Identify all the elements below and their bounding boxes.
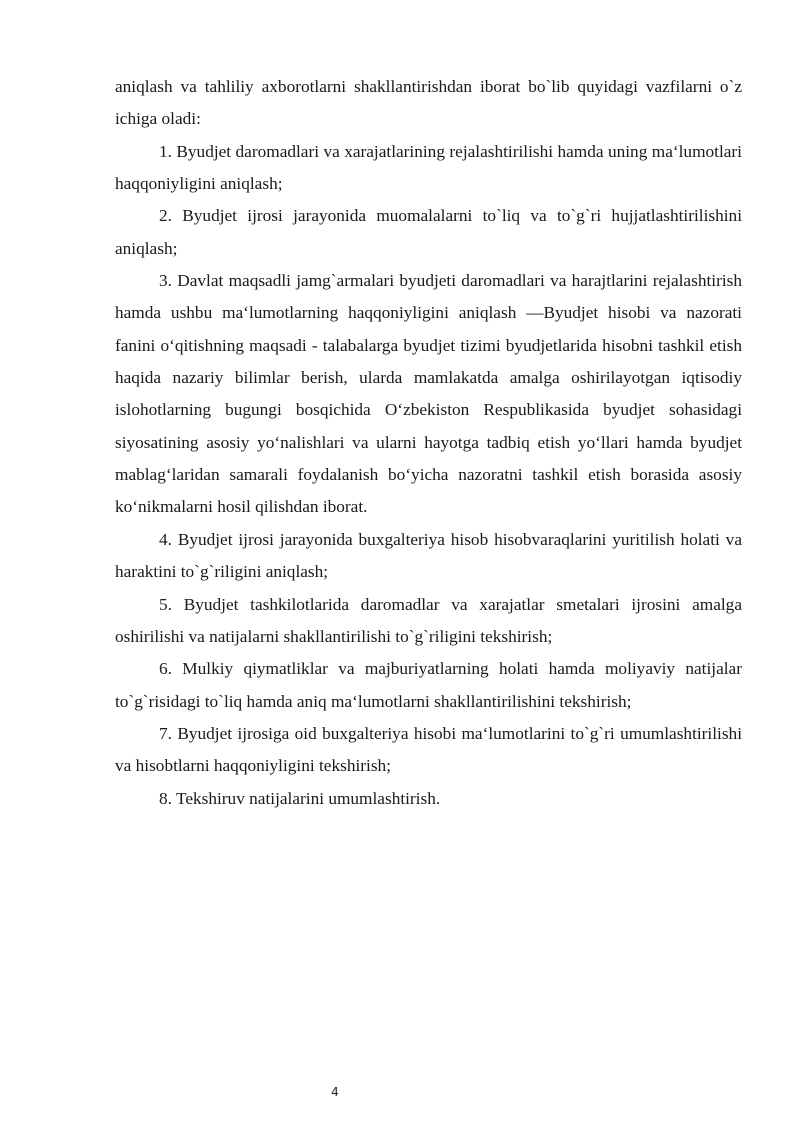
- list-item-3: 3. Davlat maqsadli jamg`armalari byudjeti daromadlari va harajtlarini rejalashtirish hamda ushbu ma‘lumotlarning haqqoniyligini aniqlash —Byudjet hisobi va nazorati fanini o‘qitishning maqsadi - talabalarga byudjet tizimi byudjetlarida hisobni tashkil etish haqida nazariy bilimlar berish, ularda mamlakatda amalga oshirilayotgan iqtisodiy islohotlarning bugungi bosqichida O‘zbekiston Respublikasida byudjet sohasidagi siyosatining asosiy yo‘nalishlari va ularni hayotga tadbiq etish yo‘llari hamda byudjet mablag‘laridan samarali foydalanish bo‘yicha nazoratni tashkil etish borasida asosiy ko‘nikmalarni hosil qilishdan iborat.: [115, 271, 742, 517]
- list-item-8: 8. Tekshiruv natijalarini umumlashtirish.: [159, 788, 441, 808]
- list-item-4: 4. Byudjet ijrosi jarayonida buxgalteriya hisob hisobvaraqlarini yuritilish holati va haraktini to`g`riligini aniqlash;: [115, 529, 742, 582]
- paragraph-intro: aniqlash va tahliliy axborotlarni shakllantirishdan iborat bo`lib quyidagi vazfilarni o`z ichiga oladi:: [115, 77, 742, 129]
- document-body: [115, 71, 742, 815]
- page-number: 4: [331, 1085, 339, 1099]
- list-item-6: 6. Mulkiy qiymatliklar va majburiyatlarning holati hamda moliyaviy natijalar to`g`risidagi to`liq hamda aniq ma‘lumotlarni shakllantirilishini tekshirish;: [115, 659, 742, 711]
- list-item-1: 1. Byudjet daromadlari va xarajatlarining rejalashtirilishi hamda uning ma‘lumotlari haqqoniyligini aniqlash;: [115, 141, 742, 194]
- list-item-2: 2. Byudjet ijrosi jarayonida muomalalarni to`liq va to`g`ri hujjatlashtirilishini aniqlash;: [115, 206, 742, 258]
- list-item-7: 7. Byudjet ijrosiga oid buxgalteriya hisobi ma‘lumotlarini to`g`ri umumlashtirilishi va hisobtlarni haqqoniyligini tekshirish;: [115, 723, 742, 776]
- list-item-5: 5. Byudjet tashkilotlarida daromadlar va xarajatlar smetalari ijrosini amalga oshirilishi va natijalarni shakllantirilishi to`g`riligini tekshirish;: [115, 594, 742, 646]
